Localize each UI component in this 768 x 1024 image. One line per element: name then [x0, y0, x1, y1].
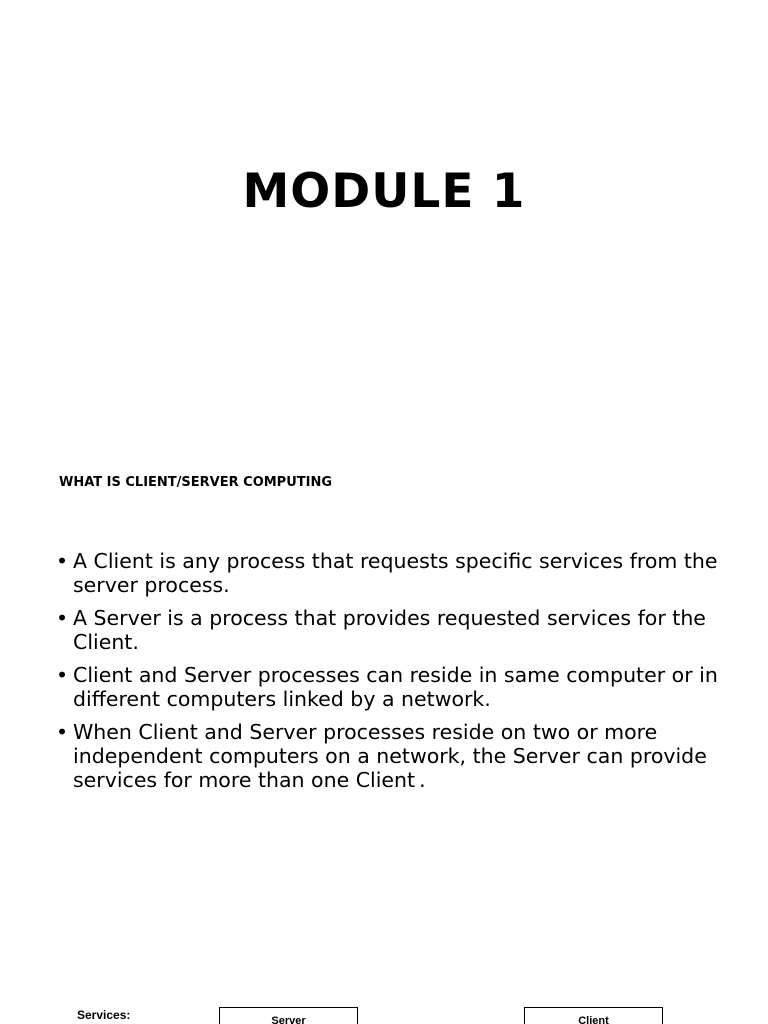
section-heading: WHAT IS CLIENT/SERVER COMPUTING	[59, 475, 333, 490]
client-box	[524, 1007, 663, 1024]
server-label: Server	[271, 1015, 306, 1024]
bullet-icon: •	[56, 549, 69, 573]
client-label: Client	[578, 1015, 609, 1024]
page-title: MODULE 1	[242, 164, 526, 219]
bullet-list	[56, 549, 736, 801]
bullet-item	[56, 549, 736, 597]
bullet-text: A Client is any process that requests specific services from the server process.	[73, 549, 718, 597]
bullet-text: A Server is a process that provides requested services for the Client.	[73, 606, 706, 654]
bullet-item	[56, 720, 736, 792]
bullet-text: Client and Server processes can reside in same computer or in different computers linked by a network.	[73, 663, 718, 711]
server-box	[219, 1007, 358, 1024]
bullet-item	[56, 663, 736, 711]
services-label: Services:	[77, 1008, 131, 1022]
bullet-icon: •	[56, 606, 69, 630]
bullet-text: When Client and Server processes reside on two or more independent computers on a network, the Server can provide services for more than one Client .	[73, 720, 707, 792]
bullet-icon: •	[56, 720, 69, 744]
bullet-icon: •	[56, 663, 69, 687]
client-server-diagram	[0, 1000, 768, 1024]
bullet-item	[56, 606, 736, 654]
